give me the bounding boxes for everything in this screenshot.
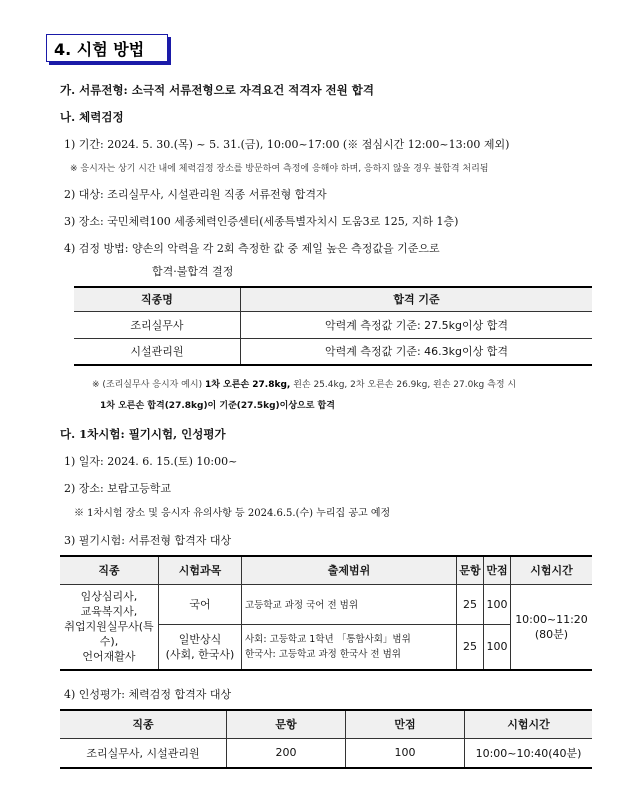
fitness-criteria-table bbox=[74, 286, 592, 366]
written-questions-general: 25 bbox=[457, 624, 484, 670]
fitness-row2-job: 시설관리원 bbox=[74, 338, 241, 365]
written-job-line: 언어재활사 bbox=[82, 650, 136, 664]
da-item-place: 2) 장소: 보람고등학교 bbox=[64, 482, 171, 495]
written-subject-korean: 국어 bbox=[159, 584, 242, 624]
da-heading: 다. 1차시험: 필기시험, 인성평가 bbox=[60, 427, 226, 441]
written-max-korean: 100 bbox=[484, 584, 511, 624]
written-job-line: 취업지원실무사(특수), bbox=[64, 620, 154, 649]
na-item-target: 2) 대상: 조리실무사, 시설관리원 직종 서류전형 합격자 bbox=[64, 188, 327, 201]
fitness-example-result: 1차 오른손 합격(27.8kg)이 기준(27.5kg)이상으로 합격 bbox=[100, 401, 335, 411]
written-exam-table bbox=[60, 555, 592, 671]
na-note-period: ※ 응시자는 상기 시간 내에 체력검정 장소를 방문하여 측정에 응해야 하며, 응하지 않을 경우 불합격 처리됨 bbox=[70, 164, 489, 174]
written-scope-general-line1: 사회: 고등학교 1학년 「통합사회」범위 bbox=[245, 633, 411, 645]
written-job-line: 임상심리사, bbox=[80, 590, 138, 604]
written-subject-general-line2: (사회, 한국사) bbox=[165, 647, 235, 661]
fitness-example bbox=[92, 377, 516, 390]
ga-document-screening: 가. 서류전형: 소극적 서류전형으로 자격요건 적격자 전원 합격 bbox=[60, 83, 374, 97]
personality-max: 100 bbox=[346, 738, 465, 768]
table-row bbox=[74, 311, 592, 338]
fitness-row1-job: 조리실무사 bbox=[74, 311, 241, 338]
written-subject-general bbox=[159, 624, 242, 670]
written-job-cell bbox=[60, 584, 159, 670]
personality-questions: 200 bbox=[227, 738, 346, 768]
fitness-row1-criteria: 악력계 측정값 기준: 27.5kg이상 합격 bbox=[241, 311, 593, 338]
written-header-time: 시험시간 bbox=[511, 556, 593, 584]
personality-job: 조리실무사, 시설관리원 bbox=[60, 738, 227, 768]
personality-time: 10:00~10:40(40분) bbox=[465, 738, 593, 768]
written-time-range: 10:00~11:20 bbox=[515, 612, 588, 626]
na-heading: 나. 체력검정 bbox=[60, 110, 124, 124]
na-item-method-cont: 합격·불합격 결정 bbox=[152, 265, 234, 278]
fitness-example-rest: 왼손 25.4kg, 2차 오른손 26.9kg, 왼손 27.0kg 측정 시 bbox=[293, 380, 517, 390]
written-header-subject: 시험과목 bbox=[159, 556, 242, 584]
personality-header-time: 시험시간 bbox=[465, 710, 593, 738]
na-item-place: 3) 장소: 국민체력100 세종체력인증센터(세종특별자치시 도움3로 125, 지하 1층) bbox=[64, 215, 459, 228]
da-item-personality: 4) 인성평가: 체력검정 합격자 대상 bbox=[64, 688, 232, 701]
fitness-example-bold: 1차 오른손 27.8kg, bbox=[204, 380, 291, 390]
table-row bbox=[60, 738, 592, 768]
fitness-header-criteria: 합격 기준 bbox=[241, 287, 593, 311]
fitness-header-job: 직종명 bbox=[74, 287, 241, 311]
written-subject-general-line1: 일반상식 bbox=[178, 632, 222, 646]
written-header-scope: 출제범위 bbox=[242, 556, 457, 584]
personality-header-job: 직종 bbox=[60, 710, 227, 738]
written-scope-korean: 고등학교 과정 국어 전 범위 bbox=[242, 584, 457, 624]
da-item-written: 3) 필기시험: 서류전형 합격자 대상 bbox=[64, 534, 232, 547]
fitness-example-prefix: ※ (조리실무사 응시자 예시) bbox=[92, 380, 203, 390]
written-scope-general-line2: 한국사: 고등학교 과정 한국사 전 범위 bbox=[245, 648, 401, 660]
table-row bbox=[74, 338, 592, 365]
written-header-job: 직종 bbox=[60, 556, 159, 584]
written-questions-korean: 25 bbox=[457, 584, 484, 624]
fitness-row2-criteria: 악력계 측정값 기준: 46.3kg이상 합격 bbox=[241, 338, 593, 365]
written-time-duration: (80분) bbox=[534, 627, 569, 641]
written-time-cell bbox=[511, 584, 593, 670]
na-item-method: 4) 검정 방법: 양손의 악력을 각 2회 측정한 값 중 제일 높은 측정값을 기준으로 bbox=[64, 242, 440, 255]
personality-table bbox=[60, 709, 592, 769]
personality-header-max: 만점 bbox=[346, 710, 465, 738]
written-header-questions: 문항 bbox=[457, 556, 484, 584]
written-job-line: 교육복지사, bbox=[80, 605, 138, 619]
written-header-max: 만점 bbox=[484, 556, 511, 584]
da-note-place: ※ 1차시험 장소 및 응시자 유의사항 등 2024.6.5.(수) 누리집 공고 예정 bbox=[74, 508, 391, 519]
section-title: 4. 시험 방법 bbox=[54, 40, 145, 59]
table-row bbox=[60, 584, 592, 624]
personality-header-questions: 문항 bbox=[227, 710, 346, 738]
na-item-period: 1) 기간: 2024. 5. 30.(목) ~ 5. 31.(금), 10:00~17:00 (※ 점심시간 12:00~13:00 제외) bbox=[64, 138, 510, 151]
written-max-general: 100 bbox=[484, 624, 511, 670]
da-item-date: 1) 일자: 2024. 6. 15.(토) 10:00~ bbox=[64, 455, 238, 468]
written-scope-general bbox=[242, 624, 457, 670]
